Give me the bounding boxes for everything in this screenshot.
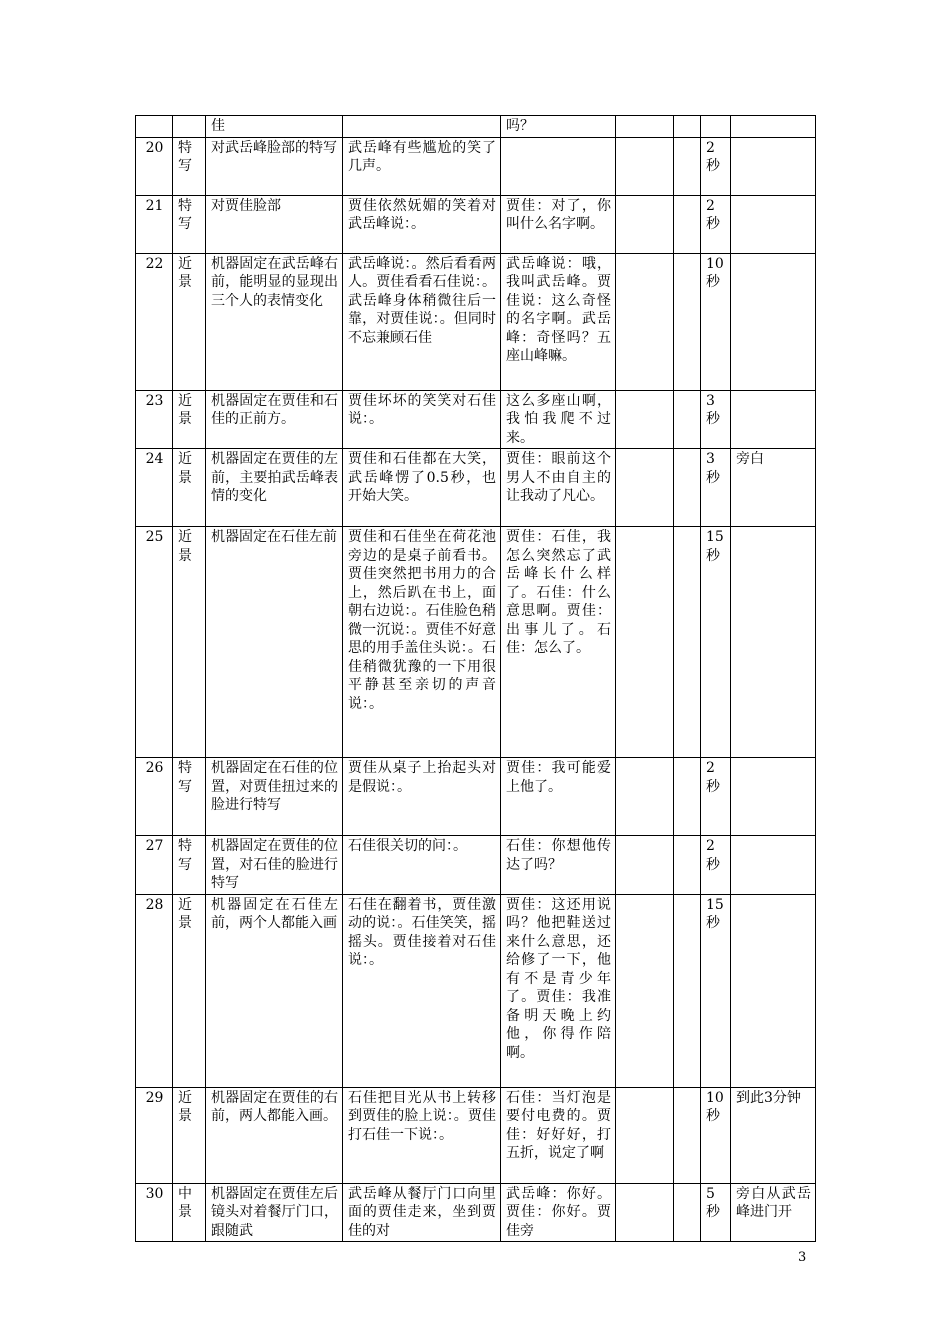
note-cell: 到此3分钟 bbox=[731, 1087, 816, 1183]
empty-cell bbox=[616, 1183, 674, 1242]
empty-cell bbox=[674, 390, 701, 449]
action-cell: 贾佳依然妩媚的笑着对武岳峰说：。 bbox=[343, 195, 501, 253]
duration-cell: 15秒 bbox=[701, 894, 731, 1087]
camera-cell: 机器固定在贾佳的左前，主要拍武岳峰表情的变化 bbox=[206, 449, 343, 527]
table-row bbox=[136, 527, 816, 758]
dialogue-cell: 这么多座山啊，我怕我爬不过来。 bbox=[501, 390, 616, 449]
dialogue-cell: 贾佳：石佳，我怎么突然忘了武岳峰长什么样了。石佳：什么意思啊。贾佳：出事儿了。石佳：怎么了。 bbox=[501, 527, 616, 758]
duration-cell bbox=[701, 116, 731, 138]
empty-cell bbox=[616, 836, 674, 895]
duration-cell: 5秒 bbox=[701, 1183, 731, 1242]
camera-cell: 机器固定在石佳左前，两个人都能入画 bbox=[206, 894, 343, 1087]
shot-number-cell: 22 bbox=[136, 253, 173, 390]
shot-size-cell: 近景 bbox=[173, 449, 206, 527]
action-cell: 武岳峰有些尴尬的笑了几声。 bbox=[343, 137, 501, 195]
dialogue-cell: 武岳峰：你好。贾佳：你好。贾佳旁 bbox=[501, 1183, 616, 1242]
note-cell bbox=[731, 137, 816, 195]
note-cell bbox=[731, 894, 816, 1087]
duration-cell: 2秒 bbox=[701, 758, 731, 836]
empty-cell bbox=[616, 253, 674, 390]
duration-cell: 3秒 bbox=[701, 390, 731, 449]
duration-cell: 3秒 bbox=[701, 449, 731, 527]
empty-cell bbox=[674, 527, 701, 758]
note-cell bbox=[731, 390, 816, 449]
note-cell bbox=[731, 253, 816, 390]
empty-cell bbox=[616, 758, 674, 836]
shot-size-cell: 特写 bbox=[173, 195, 206, 253]
empty-cell bbox=[674, 758, 701, 836]
dialogue-cell: 石佳：你想他传达了吗？ bbox=[501, 836, 616, 895]
camera-cell: 机器固定在贾佳的右前，两人都能入画。 bbox=[206, 1087, 343, 1183]
dialogue-cell: 贾佳：眼前这个男人不由自主的让我动了凡心。 bbox=[501, 449, 616, 527]
empty-cell bbox=[616, 449, 674, 527]
shot-size-cell: 近景 bbox=[173, 894, 206, 1087]
action-cell: 石佳在翻着书，贾佳激动的说：。石佳笑笑，摇摇头。贾佳接着对石佳说：。 bbox=[343, 894, 501, 1087]
shot-size-cell: 中景 bbox=[173, 1183, 206, 1242]
note-cell bbox=[731, 527, 816, 758]
duration-cell: 2秒 bbox=[701, 836, 731, 895]
shot-number-cell: 24 bbox=[136, 449, 173, 527]
duration-cell: 10秒 bbox=[701, 253, 731, 390]
table-row bbox=[136, 253, 816, 390]
shot-number-cell: 28 bbox=[136, 894, 173, 1087]
shot-number-cell: 21 bbox=[136, 195, 173, 253]
empty-cell bbox=[674, 1087, 701, 1183]
camera-cell: 对贾佳脸部 bbox=[206, 195, 343, 253]
shot-number-cell: 25 bbox=[136, 527, 173, 758]
empty-cell bbox=[616, 1087, 674, 1183]
action-cell: 贾佳从桌子上抬起头对是假说：。 bbox=[343, 758, 501, 836]
action-cell: 石佳很关切的问：。 bbox=[343, 836, 501, 895]
shot-size-cell: 特写 bbox=[173, 137, 206, 195]
empty-cell bbox=[674, 137, 701, 195]
action-cell: 武岳峰从餐厅门口向里面的贾佳走来，坐到贾佳的对 bbox=[343, 1183, 501, 1242]
dialogue-cell bbox=[501, 137, 616, 195]
dialogue-cell: 贾佳：这还用说吗？他把鞋送过来什么意思，还给修了一下，他有不是青少年了。贾佳：我准备明天晚上约他，你得作陪啊。 bbox=[501, 894, 616, 1087]
dialogue-cell: 石佳：当灯泡是要付电费的。贾佳：好好好，打五折，说定了啊 bbox=[501, 1087, 616, 1183]
shot-number-cell: 26 bbox=[136, 758, 173, 836]
shot-size-cell: 特写 bbox=[173, 758, 206, 836]
duration-cell: 10秒 bbox=[701, 1087, 731, 1183]
duration-cell: 2秒 bbox=[701, 195, 731, 253]
dialogue-cell: 贾佳：我可能爱上他了。 bbox=[501, 758, 616, 836]
table-row bbox=[136, 1183, 816, 1242]
dialogue-cell: 武岳峰说：哦，我叫武岳峰。贾佳说：这么奇怪的名字啊。武岳峰：奇怪吗？五座山峰嘛。 bbox=[501, 253, 616, 390]
shot-size-cell bbox=[173, 116, 206, 138]
camera-cell: 机器固定在贾佳的位置，对石佳的脸进行特写 bbox=[206, 836, 343, 895]
action-cell: 贾佳坏坏的笑笑对石佳说：。 bbox=[343, 390, 501, 449]
shot-size-cell: 近景 bbox=[173, 527, 206, 758]
note-cell bbox=[731, 116, 816, 138]
empty-cell bbox=[674, 253, 701, 390]
action-cell: 贾佳和石佳坐在荷花池旁边的是桌子前看书。贾佳突然把书用力的合上，然后趴在书上，面朝右边说：。石佳脸色稍微一沉说：。贾佳不好意思的用手盖住头说：。石佳稍微犹豫的一下用很平静甚至亲切的声音说：。 bbox=[343, 527, 501, 758]
table-row bbox=[136, 195, 816, 253]
camera-cell: 机器固定在贾佳左后镜头对着餐厅门口，跟随武 bbox=[206, 1183, 343, 1242]
note-cell: 旁白 bbox=[731, 449, 816, 527]
action-cell: 石佳把目光从书上转移到贾佳的脸上说：。贾佳打石佳一下说：。 bbox=[343, 1087, 501, 1183]
empty-cell bbox=[674, 116, 701, 138]
empty-cell bbox=[616, 390, 674, 449]
note-cell bbox=[731, 758, 816, 836]
empty-cell bbox=[674, 894, 701, 1087]
note-cell bbox=[731, 836, 816, 895]
action-cell: 武岳峰说：。然后看看两人。贾佳看看石佳说：。武岳峰身体稍微往后一靠，对贾佳说：。但同时不忘兼顾石佳 bbox=[343, 253, 501, 390]
duration-cell: 15秒 bbox=[701, 527, 731, 758]
note-cell bbox=[731, 195, 816, 253]
table-row bbox=[136, 390, 816, 449]
table-row bbox=[136, 836, 816, 895]
empty-cell bbox=[674, 195, 701, 253]
page-number: 3 bbox=[798, 1250, 807, 1265]
camera-cell: 机器固定在武岳峰右前，能明显的显现出三个人的表情变化 bbox=[206, 253, 343, 390]
dialogue-cell: 贾佳：对了，你叫什么名字啊。 bbox=[501, 195, 616, 253]
empty-cell bbox=[616, 894, 674, 1087]
action-cell: 贾佳和石佳都在大笑，武岳峰愣了0.5秒，也开始大笑。 bbox=[343, 449, 501, 527]
camera-cell: 机器固定在石佳左前 bbox=[206, 527, 343, 758]
camera-cell: 机器固定在贾佳和石佳的正前方。 bbox=[206, 390, 343, 449]
shot-size-cell: 特写 bbox=[173, 836, 206, 895]
action-cell bbox=[343, 116, 501, 138]
empty-cell bbox=[616, 527, 674, 758]
empty-cell bbox=[616, 137, 674, 195]
shot-number-cell: 20 bbox=[136, 137, 173, 195]
shot-size-cell: 近景 bbox=[173, 253, 206, 390]
shot-number-cell: 30 bbox=[136, 1183, 173, 1242]
camera-cell: 对武岳峰脸部的特写 bbox=[206, 137, 343, 195]
shot-size-cell: 近景 bbox=[173, 1087, 206, 1183]
empty-cell bbox=[674, 1183, 701, 1242]
shot-number-cell: 29 bbox=[136, 1087, 173, 1183]
shot-number-cell: 23 bbox=[136, 390, 173, 449]
camera-cell: 机器固定在石佳的位置，对贾佳扭过来的脸进行特写 bbox=[206, 758, 343, 836]
table-row bbox=[136, 894, 816, 1087]
table-row bbox=[136, 758, 816, 836]
duration-cell: 2秒 bbox=[701, 137, 731, 195]
table-row bbox=[136, 116, 816, 138]
empty-cell bbox=[674, 836, 701, 895]
empty-cell bbox=[674, 449, 701, 527]
table-row bbox=[136, 1087, 816, 1183]
empty-cell bbox=[616, 195, 674, 253]
empty-cell bbox=[616, 116, 674, 138]
dialogue-cell: 吗？ bbox=[501, 116, 616, 138]
shot-number-cell: 27 bbox=[136, 836, 173, 895]
camera-cell: 佳 bbox=[206, 116, 343, 138]
shot-list-table bbox=[135, 115, 816, 1242]
table-row bbox=[136, 449, 816, 527]
table-row bbox=[136, 137, 816, 195]
shot-size-cell: 近景 bbox=[173, 390, 206, 449]
note-cell: 旁白从武岳峰进门开 bbox=[731, 1183, 816, 1242]
shot-number-cell bbox=[136, 116, 173, 138]
